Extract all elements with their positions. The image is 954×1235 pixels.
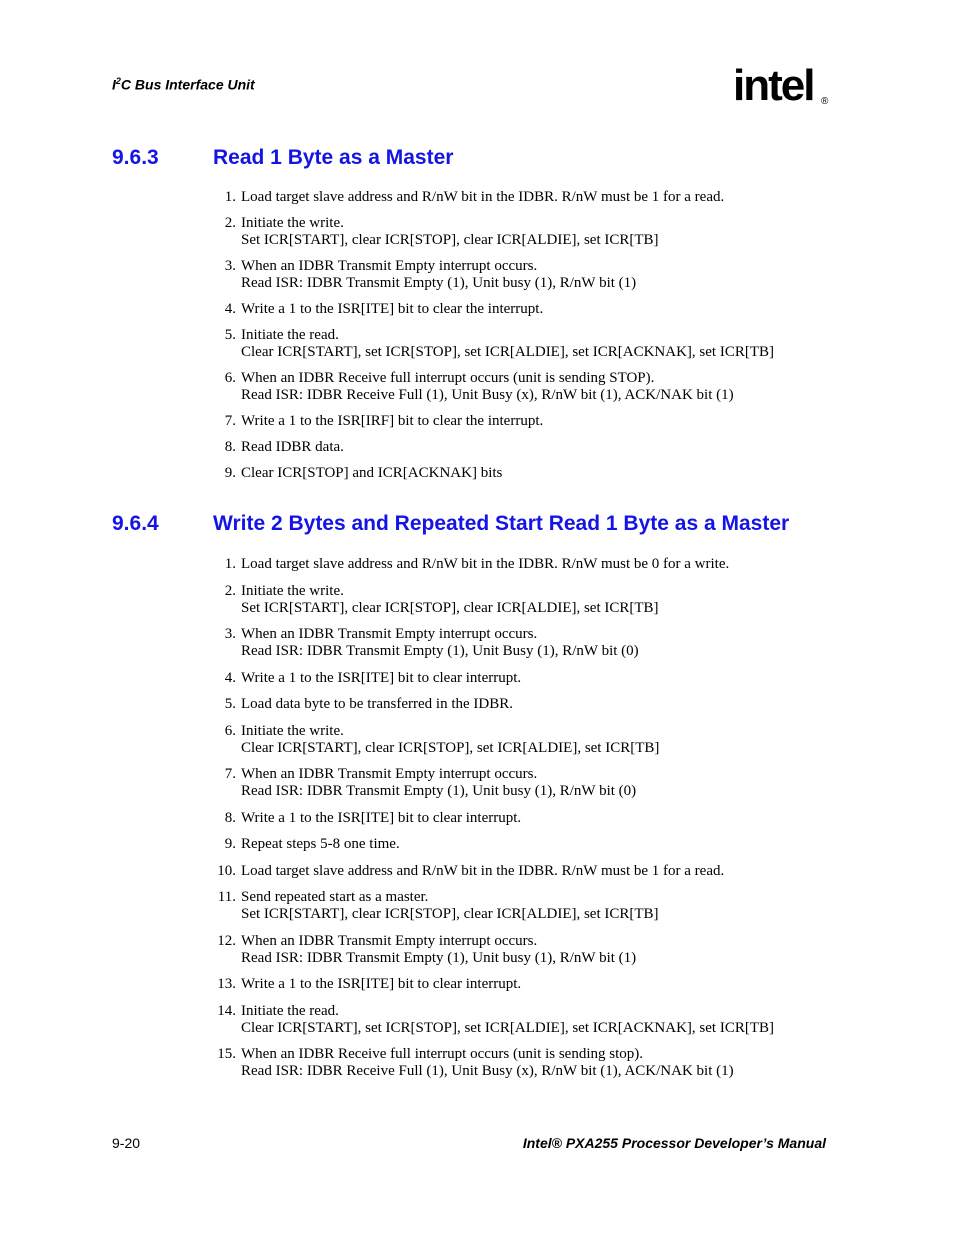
step-number: 5. xyxy=(224,327,236,343)
intel-logo-wordmark: intel xyxy=(733,61,814,110)
step-text: Initiate the write. xyxy=(241,582,344,599)
list-item xyxy=(210,976,830,993)
step-number: 2. xyxy=(224,582,236,599)
step-text: Set ICR[START], clear ICR[STOP], clear ICR[ALDIE], set ICR[TB] xyxy=(241,232,659,248)
list-item xyxy=(210,327,830,361)
list-item xyxy=(210,1003,830,1037)
manual-title: Intel® PXA255 Processor Developer’s Manual xyxy=(522,1135,826,1151)
section-heading-963 xyxy=(112,146,453,170)
step-text: Read ISR: IDBR Transmit Empty (1), Unit Busy (1), R/nW bit (0) xyxy=(241,643,639,659)
list-item xyxy=(210,301,830,318)
intel-logo xyxy=(733,56,833,118)
step-number: 6. xyxy=(224,370,236,386)
list-item xyxy=(210,1046,830,1080)
list-item xyxy=(210,696,830,713)
list-item xyxy=(210,189,830,206)
list-item xyxy=(210,626,830,660)
list-item xyxy=(210,863,830,880)
step-number: 10. xyxy=(217,862,236,879)
step-text: Initiate the read. xyxy=(241,327,339,343)
step-number: 9. xyxy=(224,836,236,852)
section-number: 9.6.4 xyxy=(112,512,159,535)
step-number: 11. xyxy=(217,889,236,905)
list-item xyxy=(210,889,830,923)
step-text: Set ICR[START], clear ICR[STOP], clear ICR[ALDIE], set ICR[TB] xyxy=(241,599,659,616)
list-item xyxy=(210,258,830,292)
step-number: 8. xyxy=(224,809,236,826)
header-title-prefix: I xyxy=(112,76,116,93)
step-text: Write a 1 to the ISR[ITE] bit to clear interrupt. xyxy=(241,976,522,992)
step-number: 6. xyxy=(224,722,236,739)
step-text: Initiate the read. xyxy=(241,1002,339,1019)
list-item xyxy=(210,836,830,853)
step-number: 2. xyxy=(224,215,236,231)
step-text: Load data byte to be transferred in the IDBR. xyxy=(241,696,513,712)
step-text: Clear ICR[START], clear ICR[STOP], set ICR[ALDIE], set ICR[TB] xyxy=(241,739,660,756)
list-item xyxy=(210,810,830,827)
step-text: When an IDBR Transmit Empty interrupt occurs. xyxy=(241,626,538,642)
step-text: Write a 1 to the ISR[ITE] bit to clear interrupt. xyxy=(241,669,522,686)
step-number: 4. xyxy=(224,669,236,686)
step-text: Read ISR: IDBR Transmit Empty (1), Unit busy (1), R/nW bit (1) xyxy=(241,949,637,966)
step-text: Repeat steps 5-8 one time. xyxy=(241,836,400,852)
section-title: Read 1 Byte as a Master xyxy=(213,146,454,169)
step-text: Initiate the write. xyxy=(241,215,344,231)
section-title: Write 2 Bytes and Repeated Start Read 1 Byte as a Master xyxy=(213,512,790,535)
list-item xyxy=(210,370,830,404)
step-text: Load target slave address and R/nW bit in the IDBR. R/nW must be 1 for a read. xyxy=(241,862,725,879)
list-item xyxy=(210,439,830,456)
step-number: 15. xyxy=(217,1046,236,1062)
step-text: Read ISR: IDBR Transmit Empty (1), Unit busy (1), R/nW bit (0) xyxy=(241,783,637,799)
list-item xyxy=(210,413,830,430)
section-heading-964 xyxy=(112,512,789,536)
step-text: Read ISR: IDBR Transmit Empty (1), Unit busy (1), R/nW bit (1) xyxy=(241,275,637,291)
step-number: 7. xyxy=(224,413,236,429)
header-title-superscript: 2 xyxy=(115,76,121,86)
list-item xyxy=(210,583,830,617)
step-number: 9. xyxy=(224,465,236,481)
step-number: 3. xyxy=(224,258,236,274)
step-text: When an IDBR Receive full interrupt occurs (unit is sending STOP). xyxy=(241,370,655,386)
step-text: Load target slave address and R/nW bit in the IDBR. R/nW must be 0 for a write. xyxy=(241,556,730,572)
step-text: When an IDBR Transmit Empty interrupt occurs. xyxy=(241,932,538,949)
list-item xyxy=(210,723,830,757)
step-text: When an IDBR Transmit Empty interrupt occurs. xyxy=(241,258,538,274)
step-number: 1. xyxy=(224,189,236,205)
step-text: Initiate the write. xyxy=(241,722,344,739)
step-number: 14. xyxy=(217,1002,236,1019)
step-text: Clear ICR[START], set ICR[STOP], set ICR[ALDIE], set ICR[ACKNAK], set ICR[TB] xyxy=(241,1019,774,1036)
step-text: Clear ICR[STOP] and ICR[ACKNAK] bits xyxy=(241,465,503,481)
step-text: Write a 1 to the ISR[IRF] bit to clear the interrupt. xyxy=(241,413,544,429)
step-text: Clear ICR[START], set ICR[STOP], set ICR[ALDIE], set ICR[ACKNAK], set ICR[TB] xyxy=(241,344,774,360)
step-text: Write a 1 to the ISR[ITE] bit to clear interrupt. xyxy=(241,809,522,826)
step-number: 13. xyxy=(217,976,236,992)
list-item xyxy=(210,215,830,249)
step-number: 8. xyxy=(224,439,236,455)
step-text: When an IDBR Receive full interrupt occurs (unit is sending stop). xyxy=(241,1046,643,1062)
step-text: Write a 1 to the ISR[ITE] bit to clear the interrupt. xyxy=(241,301,544,317)
step-number: 5. xyxy=(224,696,236,712)
list-item xyxy=(210,766,830,800)
step-number: 4. xyxy=(224,301,236,317)
step-text: Read ISR: IDBR Receive Full (1), Unit Busy (x), R/nW bit (1), ACK/NAK bit (1) xyxy=(241,1063,734,1079)
step-text: When an IDBR Transmit Empty interrupt occurs. xyxy=(241,766,538,782)
intel-logo-registered: ® xyxy=(821,96,829,107)
list-item xyxy=(210,465,830,482)
section-964-steps xyxy=(210,556,830,1080)
section-number: 9.6.3 xyxy=(112,146,159,169)
step-text: Set ICR[START], clear ICR[STOP], clear ICR[ALDIE], set ICR[TB] xyxy=(241,906,659,922)
step-text: Read ISR: IDBR Receive Full (1), Unit Busy (x), R/nW bit (1), ACK/NAK bit (1) xyxy=(241,387,734,403)
list-item xyxy=(210,556,830,573)
list-item xyxy=(210,670,830,687)
step-number: 1. xyxy=(224,556,236,572)
page-number: 9-20 xyxy=(112,1135,141,1151)
header-section-title xyxy=(112,76,255,93)
step-number: 3. xyxy=(224,626,236,642)
step-text: Send repeated start as a master. xyxy=(241,889,429,905)
step-text: Read IDBR data. xyxy=(241,439,344,455)
step-text: Load target slave address and R/nW bit in the IDBR. R/nW must be 1 for a read. xyxy=(241,189,725,205)
section-963-steps xyxy=(210,189,830,482)
header-title-suffix: C Bus Interface Unit xyxy=(120,76,255,93)
step-number: 12. xyxy=(217,932,236,949)
list-item xyxy=(210,933,830,967)
step-number: 7. xyxy=(224,766,236,782)
